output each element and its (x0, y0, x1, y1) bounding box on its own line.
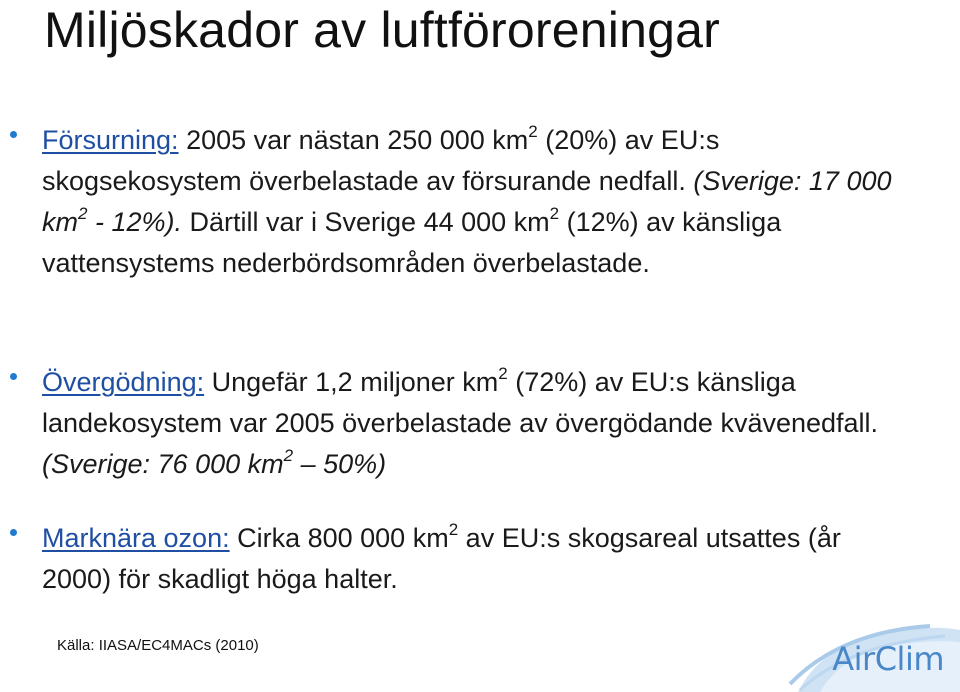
bullet-text: (20%) av EU:s skogsekosystem överbelastade av försurande nedfall. (42, 125, 720, 196)
superscript: 2 (283, 446, 294, 465)
airclim-logo (780, 612, 960, 692)
bullet-text: Därtill var i Sverige 44 000 km (182, 207, 550, 237)
bullet-marknara-ozon (42, 518, 892, 600)
superscript: 2 (549, 204, 560, 223)
source-citation: Källa: IIASA/EC4MACs (2010) (57, 637, 259, 654)
bullet-dot-icon (10, 373, 17, 380)
superscript: 2 (498, 364, 508, 383)
bullet-italic: - 12%). (87, 207, 182, 237)
bullet-text: av EU:s skogsareal utsattes (år 2000) för skadligt höga halter. (42, 523, 841, 594)
bullet-italic: (Sverige: 76 000 km (42, 449, 284, 479)
bullet-dot-icon (10, 529, 17, 536)
bullet-text: 2005 var nästan 250 000 km (178, 125, 529, 155)
bullet-italic: (Sverige: 17 000 km (42, 166, 892, 237)
bullet-forsurning (42, 120, 892, 284)
bullet-text: (12%) av känsliga vattensystems nederbördsområden överbelastade. (42, 207, 782, 278)
bullet-text: Ungefär 1,2 miljoner km (204, 367, 499, 397)
bullet-overgodning (42, 362, 892, 485)
bullet-lead-overgodning[interactable]: Övergödning: (42, 367, 205, 397)
bullet-lead-ozon[interactable]: Marknära ozon: (42, 523, 230, 553)
bullet-italic: – 50%) (293, 449, 387, 479)
logo-text: AirClim (832, 640, 944, 678)
superscript: 2 (78, 204, 88, 223)
bullet-dot-icon (10, 131, 17, 138)
bullet-text: Cirka 800 000 km (229, 523, 449, 553)
bullet-lead-forsurning[interactable]: Försurning: (42, 125, 179, 155)
superscript: 2 (528, 122, 538, 141)
bullet-text: (72%) av EU:s känsliga landekosystem var 2005 överbelastade av övergödande kvävenedfall. (42, 367, 879, 438)
slide-title: Miljöskador av luftföroreningar (44, 2, 720, 58)
superscript: 2 (448, 520, 459, 539)
